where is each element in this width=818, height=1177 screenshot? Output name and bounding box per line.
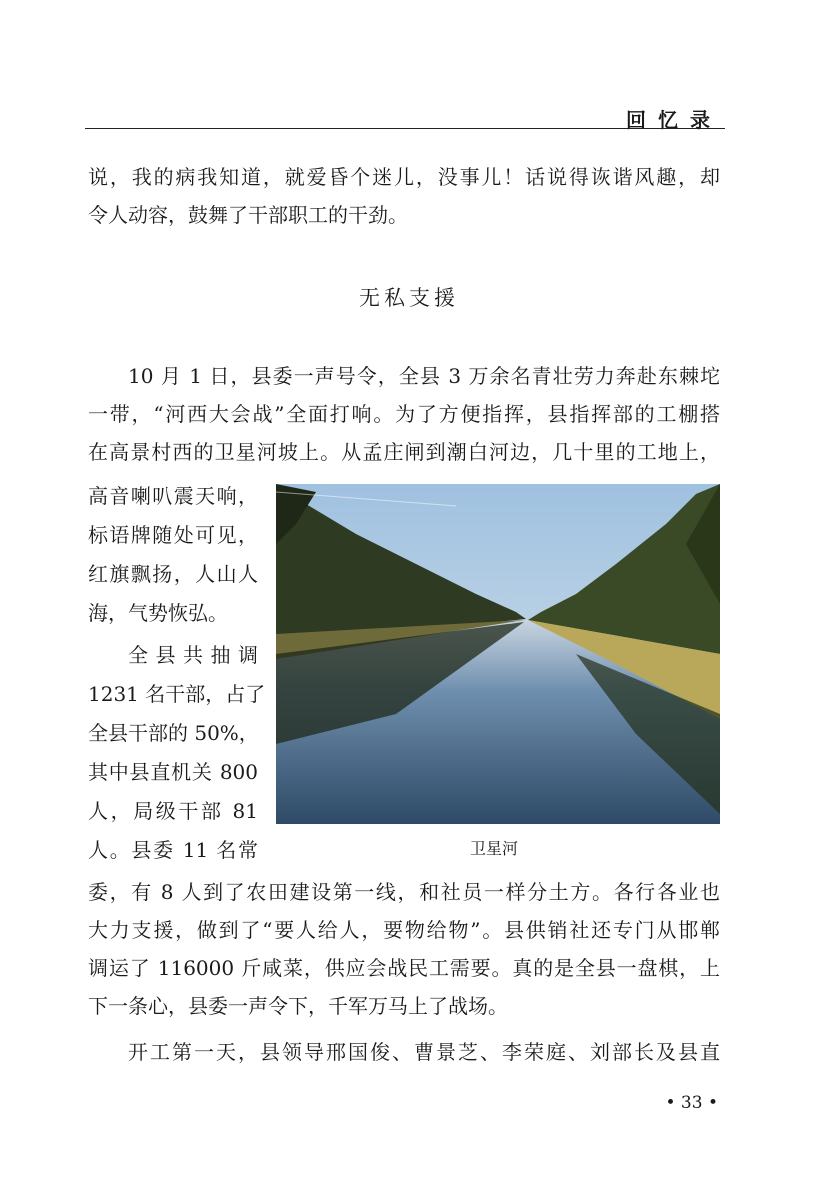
wrap-line: 全县共抽调 <box>128 643 258 667</box>
wrap-line: 海，气势恢弘。 <box>88 601 228 625</box>
paragraph-line: 令人动容，鼓舞了干部职工的干劲。 <box>88 203 408 227</box>
wrap-line: 人，局级干部 81 <box>88 799 258 823</box>
paragraph-line: 调运了 116000 斤咸菜，供应会战民工需要。真的是全县一盘棋，上 <box>88 956 720 980</box>
wrap-line: 高音喇叭震天响， <box>88 484 258 508</box>
section-title: 无私支援 <box>359 286 459 310</box>
canal-photo <box>276 484 720 824</box>
wrap-line: 红旗飘扬，人山人 <box>88 562 258 586</box>
paragraph-line: 在高景村西的卫星河坡上。从孟庄闸到潮白河边，几十里的工地上， <box>88 440 720 464</box>
running-header-title: 回忆录 <box>626 108 722 132</box>
paragraph-line: 下一条心，县委一声令下，千军万马上了战场。 <box>88 994 508 1018</box>
page-number: • 33 • <box>665 1093 718 1113</box>
paragraph-line: 一带，“河西大会战”全面打响。为了方便指挥，县指挥部的工棚搭 <box>88 402 720 426</box>
header-rule <box>85 128 725 129</box>
paragraph-line: 委，有 8 人到了农田建设第一线，和社员一样分土方。各行各业也 <box>88 880 720 904</box>
figure-caption: 卫星河 <box>470 839 519 858</box>
paragraph-line: 说，我的病我知道，就爱昏个迷儿，没事儿！话说得诙谐风趣，却 <box>88 165 720 189</box>
wrap-line: 1231 名干部，占了 <box>88 682 266 706</box>
paragraph-line: 10 月 1 日，县委一声号令，全县 3 万余名青壮劳力奔赴东棘坨 <box>128 364 720 388</box>
paragraph-line: 开工第一天，县领导邢国俊、曹景芝、李荣庭、刘部长及县直 <box>128 1040 720 1064</box>
wrap-line: 标语牌随处可见， <box>88 523 258 547</box>
wrap-line: 全县干部的 50%， <box>88 721 259 745</box>
wrap-line: 其中县直机关 800 <box>88 760 258 784</box>
paragraph-line: 大力支援，做到了“要人给人，要物给物”。县供销社还专门从邯郸 <box>88 918 720 942</box>
wrap-line: 人。县委 11 名常 <box>88 838 258 862</box>
